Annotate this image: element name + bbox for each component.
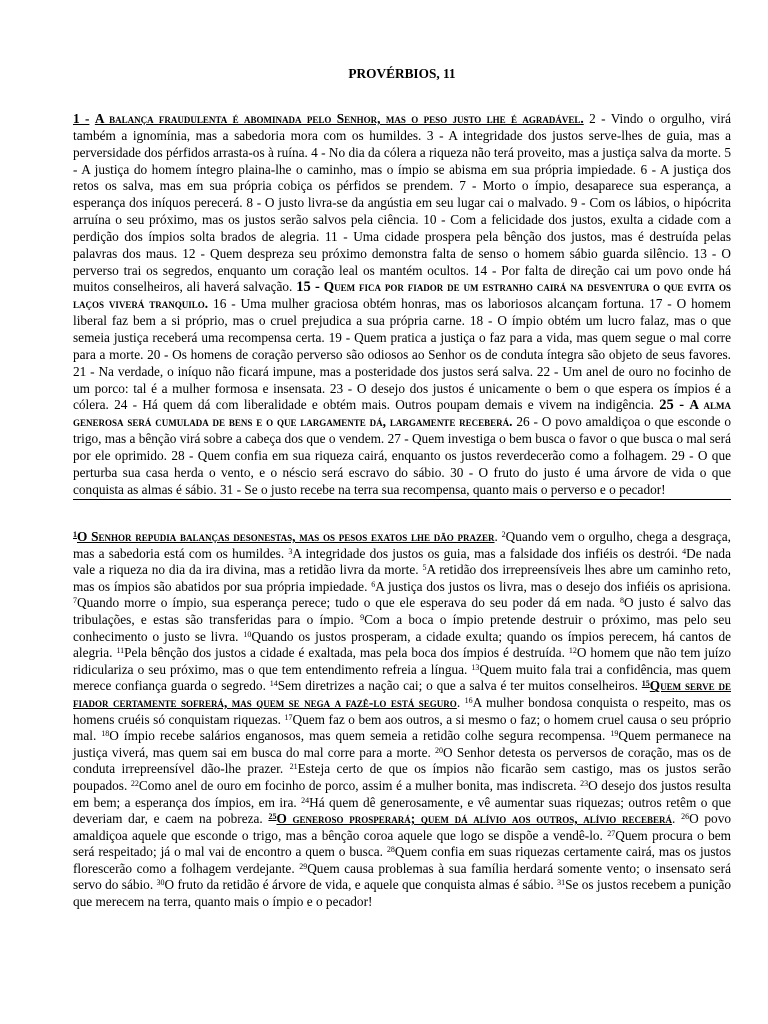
verse-number: 3 xyxy=(288,546,293,556)
verse-text: Se os justos recebem a punição que merecem na terra, quanto mais o ímpio e o pecador! xyxy=(73,877,731,910)
verse-number: 2 xyxy=(501,530,506,539)
verse-number: 31 xyxy=(557,878,566,888)
verse-1-highlight: A balança fraudulenta é abominada pelo Senhor, mas o peso justo lhe é agradável. xyxy=(94,111,584,126)
verse-number: 25 xyxy=(268,812,277,822)
verse-text: . xyxy=(494,529,502,544)
verse-text: . xyxy=(672,811,682,827)
verse-number: 1 xyxy=(73,530,77,539)
verse-number: 7 xyxy=(73,596,77,606)
verse-number: 29 xyxy=(299,861,308,871)
verse-15-highlight: Quem serve de fiador certamente sofrerá, mas quem se nega a fazê-lo está seguro xyxy=(73,678,732,710)
paragraph-version-2 xyxy=(73,529,731,911)
verse-text: Quem permanece na justiça viverá, mas quem sai em busca do mal corre para a morte. xyxy=(73,728,731,760)
verse-text: Quem causa problemas à sua família herdará somente vento; o insensato será servo do sábio. xyxy=(73,860,731,893)
verse-text: Quem muito fala trai a confidência, mas quem merece confiança guarda o segredo. xyxy=(73,661,731,694)
verse-1-number: 1 - xyxy=(73,111,90,126)
verse-25-highlight: O generoso prosperará; quem dá alívio aos outros, alívio receberá xyxy=(276,811,673,827)
verse-text: A integridade dos justos os guia, mas a falsidade dos infiéis os destrói. xyxy=(292,545,683,561)
verse-number: 10 xyxy=(243,629,252,639)
verse-text: O ímpio recebe salários enganosos, mas quem semeia a retidão colhe segura recompensa. xyxy=(109,728,611,744)
verse-number: 26 xyxy=(681,812,690,822)
verse-number: 15 xyxy=(641,679,650,689)
verse-text: Quem procura o bem será respeitado; já o mal vai de encontro a quem o busca. xyxy=(73,827,731,860)
verse-number: 8 xyxy=(619,596,624,606)
verse-text: O Senhor detesta os perversos de coração, mas os de conduta irrepreensível dão-lhe prazer. xyxy=(73,744,731,777)
verse-text: A justiça dos justos os livra, mas o desejo dos infiéis os aprisiona. xyxy=(375,578,731,594)
verse-text: O povo amaldiçoa aquele que esconde o trigo, mas a bênção coroa aquele que logo se dispõe a vendê-lo. xyxy=(73,811,731,843)
verse-25-number: 25 - xyxy=(659,397,685,414)
paragraph-version-1 xyxy=(73,111,731,498)
verse-text: De nada vale a riqueza no dia da ira divina, mas a retidão livra da morte. xyxy=(73,545,731,578)
verse-number: 4 xyxy=(682,546,687,556)
verse-text: Quando os justos prosperam, a cidade exulta; quando os ímpios perecem, há cantos de alegria. xyxy=(73,628,731,661)
verses-26-31: 26 - O povo amaldiçoa o que esconde o trigo, mas a bênção virá sobre a cabeça dos que o vendem. 27 - Quem investiga o bem busca o favor o que busca o mal será por ele oprimido. 28 - Quem confia em sua riqueza cairá, enquanto os justos reverdecerão como a folhagem. 29 - O que perturba sua casa herda o vento, e o néscio será escravo do sábio. 30 - O fruto do justo é uma árvore de vida o que conquista as almas é sábio. 31 - Se o justo recebe na terra sua recompensa, quanto mais o perverso e o pecador! xyxy=(73,414,731,497)
verse-number: 20 xyxy=(435,745,444,755)
verse-text: Quando vem o orgulho, chega a desgraça, mas a sabedoria está com os humildes. xyxy=(73,529,731,561)
verse-number: 21 xyxy=(289,762,298,772)
verse-number: 13 xyxy=(471,662,480,672)
verse-text: Com a boca o ímpio pretende destruir o próximo, mas pelo seu conhecimento o justo se livra. xyxy=(73,611,731,644)
verse-text: O fruto da retidão é árvore de vida, e aquele que conquista almas é sábio. xyxy=(164,877,558,893)
verse-number: 5 xyxy=(422,563,427,573)
verse-text: Esteja certo de que os ímpios não ficarão sem castigo, mas os justos serão poupados. xyxy=(73,761,732,793)
verse-number: 19 xyxy=(610,729,619,739)
verse-text: Quem confia em suas riquezas certamente cairá, mas os justos florescerão como a folhagem verdejante. xyxy=(73,844,732,876)
verse-25-highlight: A alma generosa será cumulada de bens e o que largamente dá, largamente receberá. xyxy=(73,397,731,430)
verse-number: 28 xyxy=(386,845,395,855)
verse-text: Como anel de ouro em focinho de porco, assim é a mulher bonita, mas indiscreta. xyxy=(138,777,581,793)
page-title: PROVÉRBIOS, 11 xyxy=(348,66,456,81)
verse-number: 22 xyxy=(130,778,139,788)
verse-text: A mulher bondosa conquista o respeito, mas os homens cruéis só conquistam riquezas. xyxy=(73,694,731,727)
verse-1-highlight: O Senhor repudia balanças desonestas, mas os pesos exatos lhe dão prazer xyxy=(77,529,495,544)
verse-text: Há quem dê generosamente, e vê aumentar suas riquezas; outros retêm o que deveriam dar, e caem na pobreza. xyxy=(73,794,731,827)
verse-text: A retidão dos irrepreensíveis lhes abre um caminho reto, mas os ímpios são abatidos por sua própria impiedade. xyxy=(73,562,731,594)
verse-text: . xyxy=(456,694,465,710)
verse-number: 16 xyxy=(464,695,473,705)
verse-number: 30 xyxy=(156,878,165,888)
verse-text: Quando morre o ímpio, sua esperança perece; tudo o que ele esperava do seu poder dá em nada. xyxy=(77,595,620,611)
verses-16-24: 16 - Uma mulher graciosa obtém honras, mas os laboriosos alcançam fortuna. 17 - O homem liberal faz bem a si próprio, mas o cruel prejudica a sua própria carne. 18 - O ímpio obtém um lucro falaz, mas o que semeia justiça receberá uma recompensa certa. 19 - Quem pratica a justiça o faz para a vida, mas quem segue o mal corre para a morte. 20 - Os homens de coração perverso são odiosos ao Senhor os de conduta íntegra são objeto de seus favores. 21 - Na verdade, o iníquo não ficará impune, mas a posteridade dos justos será salva. 22 - Um anel de ouro no focinho de um porco: tal é a mulher formosa e insensata. 23 - O desejo dos justos é unicamente o bem o que espera os ímpios é a cólera. 24 - Há quem dá com liberalidade e obtém mais. Outros poupam demais e vivem na indigência. xyxy=(73,296,732,413)
verse-number: 14 xyxy=(269,679,278,689)
verse-number: 12 xyxy=(568,646,577,656)
verses-2-14: 2 - Vindo o orgulho, virá também a ignomínia, mas a sabedoria mora com os humildes. 3 - A integridade dos justos serve-lhes de guia, mas a perversidade dos pérfidos arrasta-os à ruína. 4 - No dia da cólera a riqueza não terá proveito, mas a justiça salva da morte. 5 - A justiça do homem íntegro plaina-lhe o caminho, mas o ímpio se abisma em sua própria impiedade. 6 - A justiça dos retos os salva, mas em sua própria cobiça os pérfidos se prendem. 7 - Morto o ímpio, desaparece sua esperança, a esperança dos iníquos perecerá. 8 - O justo livra-se da angústia em seu lugar cai o malvado. 9 - Com os lábios, o hipócrita arruína o seu próximo, mas os justos serão salvos pela ciência. 10 - Com a felicidade dos justos, exulta a cidade com a perdição dos ímpios solta brados de alegria. 11 - Uma cidade prospera pela bênção dos justos, mas é destruída pelas palavras dos maus. 12 - Quem despreza seu próximo demonstra falta de senso o homem sábio guarda silêncio. 13 - O perverso trai os segredos, enquanto um coração leal os mantém ocultos. 14 - Por falta de direção cai um povo onde há muitos conselheiros, ali haverá salvação. xyxy=(73,111,732,295)
verse-number: 27 xyxy=(607,828,616,838)
verse-text: O homem que não tem juízo ridiculariza o seu próximo, mas o que tem entendimento refreia a língua. xyxy=(73,645,731,677)
verse-number: 24 xyxy=(301,795,310,805)
verse-text: O justo é salvo das tribulações, e estas são transferidas para o ímpio. xyxy=(73,595,731,627)
verse-number: 17 xyxy=(284,712,293,722)
section-divider xyxy=(73,499,731,500)
verse-number: 9 xyxy=(360,612,365,622)
verse-number: 18 xyxy=(101,729,110,739)
verse-number: 6 xyxy=(371,579,376,589)
verse-number: 11 xyxy=(116,646,125,656)
verse-text: Quem faz o bem aos outros, a si mesmo o faz; o homem cruel causa o seu próprio mal. xyxy=(73,711,731,744)
verse-text: O desejo dos justos resulta em bem; a esperança dos ímpios, em ira. xyxy=(73,777,731,810)
verse-number: 23 xyxy=(580,778,589,788)
verse-15-number: 15 - xyxy=(296,279,320,296)
verse-text: Pela bênção dos justos a cidade é exaltada, mas pela boca dos ímpios é destruída. xyxy=(124,645,569,661)
verse-15-highlight: Quem fica por fiador de um estranho cairá na desventura o que evita os laços viverá tranquilo. xyxy=(73,279,732,312)
verse-text: Sem diretrizes a nação cai; o que a salva é ter muitos conselheiros. xyxy=(277,678,642,694)
